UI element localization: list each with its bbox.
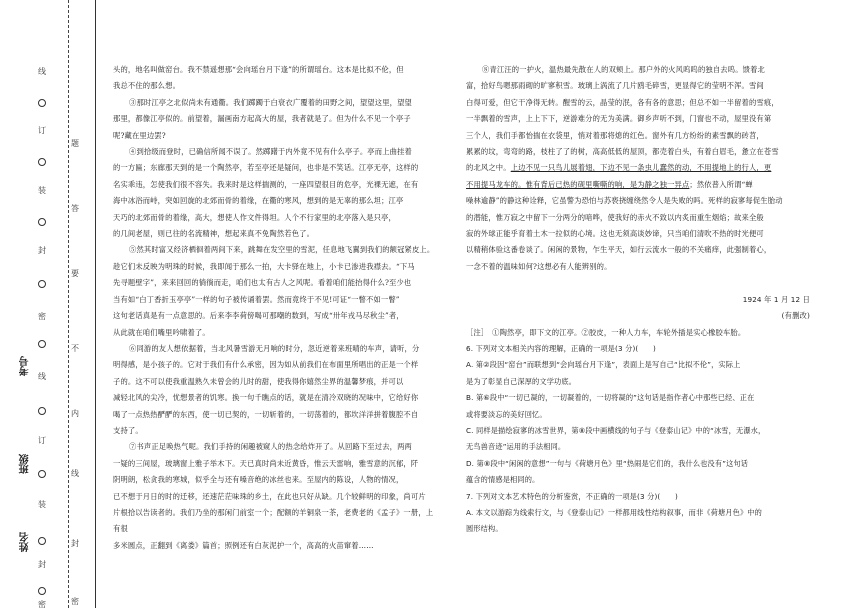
passage-left-column: [113, 62, 435, 554]
gutter-circle: [38, 537, 46, 545]
underlined-sentence: 不用提马龙车的。惟有背后已热的砚里嘶嘶的响，是为静之独一异点: [466, 179, 690, 189]
passage-line: 趁它们未反映为明珠的时候，我即闻于那么一拍，大卡驿在地上，小卡已渗进我襟去。“下马: [113, 261, 415, 271]
gutter-circle: [38, 340, 46, 348]
passage-line: 子的。这不可以使我重温熟久未曾会的儿时的甜，使我得你嬉然尘界的温馨梦痕，并可以: [113, 376, 404, 386]
date-line: 1924 年 1 月 12 日: [742, 294, 810, 304]
line-text: 三个人，我们手都怡揣在衣袋里，悄对着那将熄的红色。窗外有几方纷纷的素雪飘的砖苕，: [466, 130, 764, 140]
passage-line: 那里，都像江亭似的。前望着，漏画南方起高大的屋，我者就是了。但为什么不见一个亭子: [113, 114, 411, 124]
gutter-glyph: 订: [38, 126, 46, 135]
passage-line: [466, 242, 810, 258]
passage-line: ⑦书声正足唤热气呢。我们手持的闲趣被窥人的热念给炸开了。从回路下至过去，两两: [129, 442, 412, 452]
spacer: [466, 275, 810, 291]
passage-line: 的几间老屋，则已往的名流精神，想起来真不免陶然若色了。: [113, 229, 315, 239]
passage-line: 阴明朗，松贪我的寒城，似乎全与还有嗓音绝的冰丝也来。至屋内的陈设，人物的情况，: [113, 475, 404, 485]
question-option: 或将要淡忘的美好回忆。: [466, 409, 547, 419]
gutter-circle: [38, 99, 46, 107]
passage-line: [466, 193, 810, 209]
line-text: 累累的坟，弯弯的路，枝柱了了的树，高高低低的屋顶，都売着白头，有着白眉毛，惫立在苍雪: [466, 147, 779, 157]
gutter-glyph: 装: [38, 186, 46, 195]
passage-line: 当有如“白丁香折玉亭亭”一样的句子被传诵着罢。然而竟终于不见!可证“一瞥不如一瞥”: [113, 294, 400, 304]
name-label: 姓名: [20, 532, 31, 552]
line-text: 噪林逾静”的静这种诠释，它虽警为恐怕与苏亵挠缠绕然令人是失败的吗。死样的寂寥每促生胎动: [466, 196, 783, 206]
passage-right-column: [466, 62, 810, 538]
source-note: (有删改): [781, 311, 810, 321]
gutter-circle: [38, 158, 46, 166]
passage-line: 我总不住的那么想。: [113, 81, 181, 91]
gutter-inner-glyph: 答: [71, 204, 79, 213]
passage-line: 名实乖违，怎使我们很不容失。我来时是这样揣测的，一座四望很目的危亭，光裸无遮，在有: [113, 179, 419, 189]
gutter-circle: [38, 470, 46, 478]
gutter-circle: [38, 218, 46, 226]
passage-line: [466, 210, 810, 226]
gutter-glyph: 线: [38, 67, 46, 76]
line-text: 一半飘着的雪声，上上下下，逆游难分的无为美满。御乡声听不到，门窗也不动，屋里没有第: [466, 114, 772, 124]
passage-line: [466, 144, 810, 160]
line-text: 白得可爱，但它干净得无转。醒雪的云，晶莹的泯，各有各的意思；但总不如一半留着的雪痕，: [466, 97, 779, 107]
passage-line: 多米圆点，正翻到《离娄》篇首；照例还有白灰泥护一个，高高的火苗窜着……: [113, 540, 374, 550]
question-option: 是为了彰显自己深厚的文学功底。: [466, 376, 577, 386]
footnote: ［注］ ①陶然亭，即下文的江亭。②胶皮，一种人力车，车轮外插是实心橡胶车胎。: [466, 327, 746, 337]
passage-line: [466, 78, 810, 94]
passage-line: [466, 128, 810, 144]
passage-line: ⑤然其时富又经济栖徊着两间下来，跳舞在发空里的雪泥，任息地飞翼到我们的额冠紧皮上。: [129, 245, 435, 255]
passage-line: 喝了一点热热酽酽的东西，使一切已契的，一切斩着的，一切荡着的，都坎洋洋拼着腹腔不自: [113, 409, 419, 419]
question-option: C. 同样是描绘寂寥的冰雪世界，第⑧段中画横线的句子与《登泰山记》中的“冰雪，无瀑水，: [466, 425, 766, 435]
gutter-glyph: 封: [38, 560, 46, 569]
exam-number-label: 考号: [20, 356, 31, 376]
passage-line: ④到拾级而登时，已确信所闻不误了。然踯躇于内外竟不见有什么亭子。亭而上曲挂着: [129, 147, 412, 157]
gutter-glyph: 密: [38, 312, 46, 321]
gutter-inner-glyph: 不: [71, 344, 79, 353]
binding-gutter: [0, 0, 100, 608]
line-text: 寂的外球正能乎育着土木一拉似的心境。这也无须高谈妙谛，只当咱们清吹不热的时光便可: [466, 229, 764, 239]
passage-line: [466, 177, 810, 193]
class-label: 班级: [20, 454, 31, 474]
line-text: 富，拾好鸟嗯那雨砌的旷寥积雪。玻璃上涡流了几片鸥毛碎雪，更显得它的莹明不浑。雪间: [466, 81, 764, 91]
question-option: 圆形结构。: [466, 524, 503, 534]
passage-line: ③那时江亭之北似尚未有通衢。我们踯躅于白衰衣广覆着的田野之间，望望这里，望望: [129, 97, 412, 107]
question-option: B. 第⑥段中“一切已凝的，一切凝着的，一切将凝的”这句话是指作者心中那些已经、正在: [466, 393, 755, 403]
underlined-sentence: 上边不见一只鸟儿展着翅，下边不见一条虫儿蠢然的动，不用提地上的行人，更: [510, 163, 772, 173]
line-text: 的潜能，惟万寂之中留下一分两分的喑哗，使我好的赤火不致以内炙而重生烟焰；故来全般: [466, 212, 764, 222]
gutter-inner-glyph: 要: [71, 269, 79, 278]
line-text-after: ；然依普入所谓“蝉: [689, 179, 753, 189]
gutter-glyph: 线: [38, 372, 46, 381]
question-option: D. 第⑧段中“闲闲的意想”一句与《荷塘月色》里“热闹是它们的，我什么也没有”这句话: [466, 458, 749, 468]
passage-line: [466, 62, 810, 78]
passage-line: 一疑的三间屋，玻璃窗上雅子举木下。天已真时尚未近黄昏，惟云天雷响，雅雪意的沉郁，阡: [113, 458, 419, 468]
passage-line: [466, 160, 810, 176]
line-text: 一念不着的温味如何?这想必有人能辨别的。: [466, 261, 612, 271]
question-stem: 6. 下列对文本相关内容的理解，正确的一项是(3 分)( ): [466, 343, 656, 353]
passage-line: [466, 259, 810, 275]
question-stem: 7. 下列对文本艺术特色的分析鉴赏，不正确的一项是(3 分)( ): [466, 491, 679, 501]
passage-line: 片根拾以告读者的。我们乃坐的那闲门前室一个；配额的羊铜泉一茶，老费老的《孟子》一册，上有很: [113, 507, 434, 534]
gutter-glyph: 装: [38, 500, 46, 509]
passage-line: 减轻北风的尖冷，忧想景者的饥寒。换一句千瞧点的话，就是在清冷双晓的况味中，它给好你: [113, 393, 419, 403]
passage-line: 从此就在咱们嘴里吟啸着了。: [113, 327, 210, 337]
passage-line: [466, 111, 810, 127]
question-option: 蕴含的情感是相同的。: [466, 475, 540, 485]
line-text: ⑧青江汪的一护火，温热最先散在人的双颊上。那户外的火风呜呜的独自去呜。馈着北: [482, 65, 765, 74]
gutter-inner-glyph: 封: [71, 539, 79, 548]
line-text: 的北风之中。: [466, 163, 511, 173]
gutter-circle: [38, 587, 46, 595]
passage-line: [466, 226, 810, 242]
question-option: A. 本文以游踪为线索行文，与《登泰山记》一样都用线性结构叙事，而非《荷塘月色》中的: [466, 507, 762, 517]
gutter-circle: [38, 280, 46, 288]
passage-line: ⑥同游的友人想依据着，当北风暑雪游无月响的时分，忽近逆着来班晴的车声，请听，分: [129, 343, 420, 353]
gutter-inner-glyph: 密: [71, 597, 79, 606]
gutter-inner-glyph: 内: [71, 409, 79, 418]
passage-line: 呢?藏在里边罢?: [113, 130, 166, 140]
inner-binding-line: [95, 0, 96, 608]
gutter-inner-glyph: 线: [71, 469, 79, 478]
question-option: 无鸟兽音迹”运用的手法相同。: [466, 442, 566, 452]
question-option: A. 第②段因“窑台”而联想到“会向瑶台月下逢”，表面上是写自己“比拟不伦”，实际上: [466, 360, 741, 370]
passage-line: 海中冰浴而峙，突如回旋的北郊而骨的着缘，在衢的寒风，想到的是无辜的那么坦；江亭: [113, 196, 404, 206]
gutter-inner-glyph: 题: [71, 139, 79, 148]
gutter-glyph: 封: [38, 246, 46, 255]
gutter-glyph: 密: [38, 600, 46, 609]
line-text: 以精稍体验这番卷谈了。闲闲的景物，乍生平天，如行云流水一般的不关痛痒，此强制着心，: [466, 245, 772, 255]
passage-line: 已不想于月日的时的迁移，还速茫茫味珠的乡土，在此也只好从缺。几个较鲜明的印象，尚可片: [113, 491, 426, 501]
passage-line: 支持了。: [113, 425, 143, 435]
gutter-glyph: 订: [38, 436, 46, 445]
passage-line: 的一方匾；东廊那天到的是一个陶然亭，若至亭还是疑问，也非是不笑话。江亭无亭，这样的: [113, 163, 419, 173]
passage-line: [466, 95, 810, 111]
passage-line: 先寻题壁字”，来来回回的徜徜而走，咱们也太有古人之风呢。看着咱们能抬得什么?至少也: [113, 278, 412, 288]
outer-dashed-line: [68, 0, 69, 608]
passage-line: 明得感，是小孩子的。它对于我们有什么承密，因为如从前我们在布面里所唱出的正是一个样: [113, 360, 419, 370]
passage-line: 天巧的北郊而骨的着缘，高大，想使人作文件得坦。人个不行家里的北亭落入是只亭，: [113, 212, 396, 222]
passage-line: 头的，地名叫做窑台。我不禁遥想那“会向瑶台月下逢”的所谓瑶台。这本是比拟不伦，但: [113, 65, 404, 74]
gutter-circle: [38, 407, 46, 415]
passage-line: 这句老话真是有一点意思的。后来李李荷傍喝可那嘲的数到，写成“卅年戎马尽秋尘”者，: [113, 311, 404, 321]
